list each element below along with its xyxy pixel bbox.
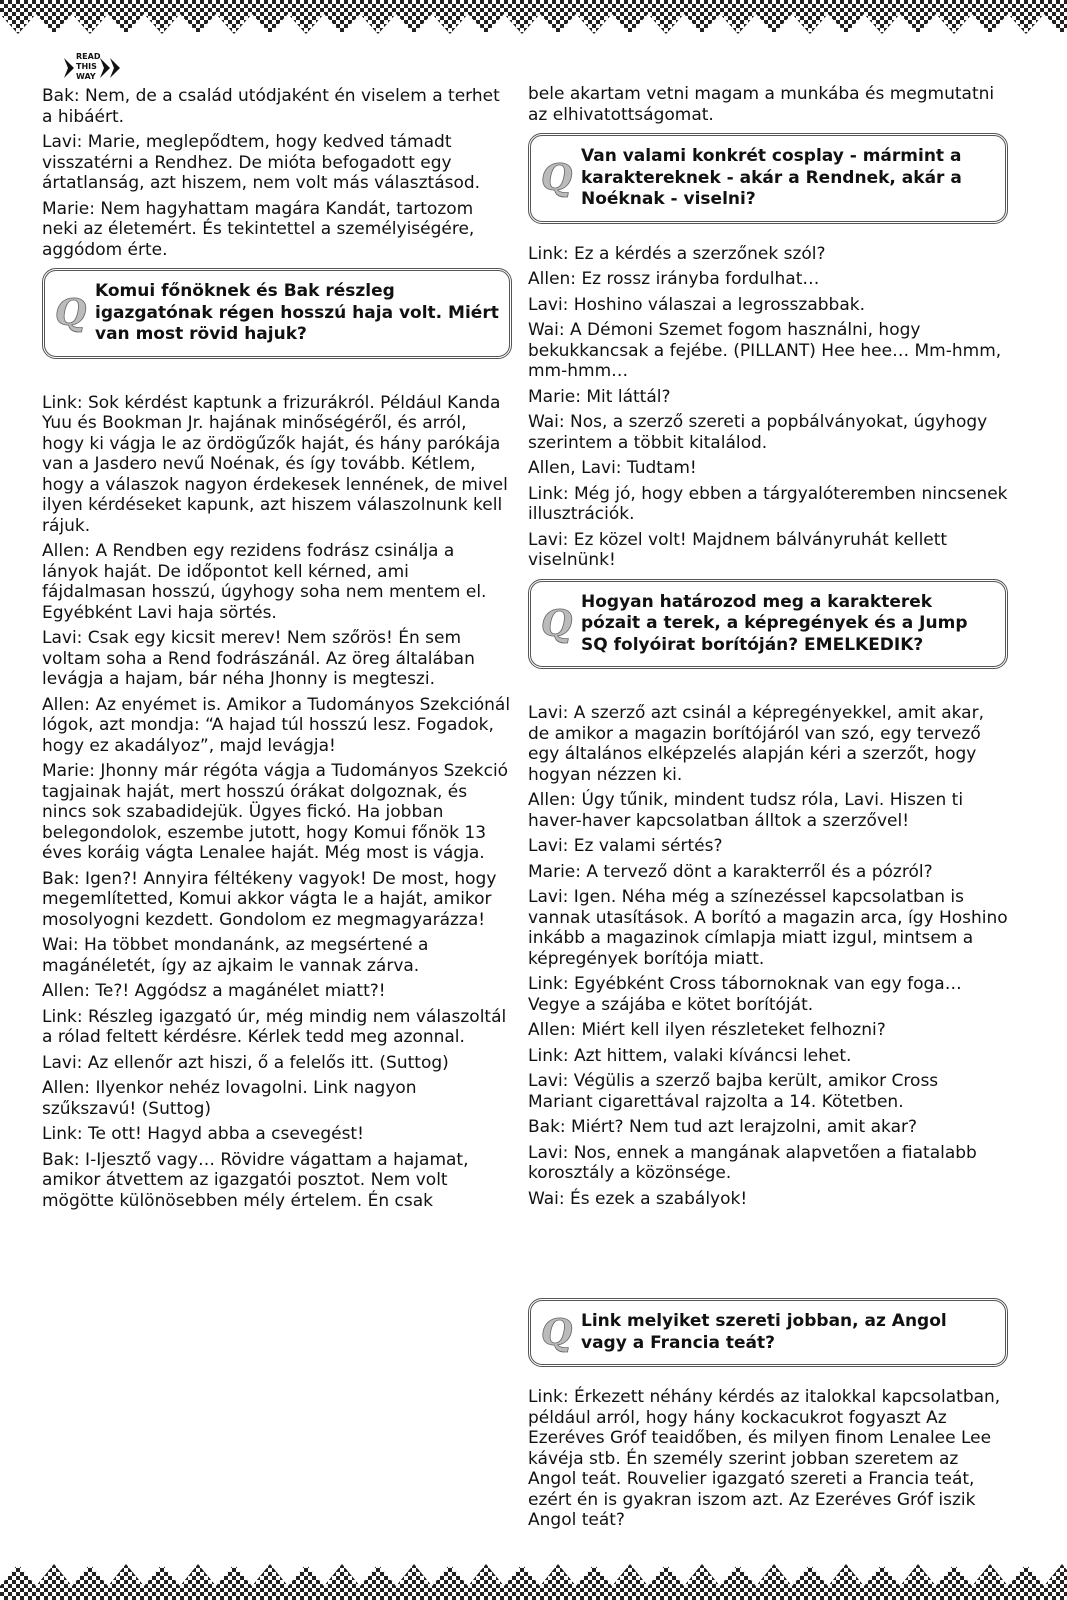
dialogue-line: Link: Sok kérdést kaptunk a frizurákról. Például Kanda Yuu és Bookman Jr. hajának minőségéről, és arról, hogy ki vágja le az ördögűzők haját, és hány parókája van a Jasdero nevű Noénak, és így tovább. Kétlem, hogy a válaszok nagyon érdekesek lennének, de mivel ilyen kérdéseket kapunk, azt hiszem válaszolnunk kell rájuk. bbox=[42, 392, 508, 536]
left-column bbox=[42, 86, 512, 1216]
dialogue-line: bele akartam vetni magam a munkába és megmutatni az elhivatottságomat. bbox=[528, 84, 995, 125]
read-this-way-logo bbox=[62, 50, 126, 86]
dialogue-line: Link: Egyébként Cross tábornoknak van egy foga… Vegye a szájába e kötet borítóját. bbox=[528, 974, 962, 1015]
question-mark-icon bbox=[539, 604, 575, 644]
logo-line-3: WAY bbox=[76, 72, 96, 81]
question-mark-icon bbox=[539, 1313, 575, 1353]
dialogue-line: Allen: Az enyémet is. Amikor a Tudományos Szekciónál lógok, azt mondja: “A hajad túl hosszú lesz. Fogadok, hogy ez akadályoz”, majd levágja! bbox=[42, 694, 511, 756]
question-text: Van valami konkrét cosplay - mármint a karaktereknek - akár a Rendnek, akár a Noéknak - viselni? bbox=[581, 146, 962, 209]
dialogue-line: Link: Még jó, hogy ebben a tárgyalóteremben nincsenek illusztrációk. bbox=[528, 483, 1008, 524]
dialogue-line: Lavi: Ez közel volt! Majdnem bálványruhát kellett viselnünk! bbox=[528, 529, 948, 570]
dialogue-line: Marie: Jhonny már régóta vágja a Tudományos Szekció tagjainak haját, mert hosszú órákat dolgoznak, és nincs sok szabadidejük. Ügyes fickó. Ha jobban belegondolok, eszembe jutott, hogy Komui főnök 13 éves koráig vágta Lenalee haját. Még most is vágja. bbox=[42, 761, 509, 863]
dialogue-line: Wai: Nos, a szerző szereti a popbálványokat, úgyhogy szerintem a többit kitalálod. bbox=[528, 412, 988, 453]
dialogue-line: Bak: Igen?! Annyira féltékeny vagyok! De most, hogy megemlítetted, Komui akkor vágta le a haját, amikor mosolyogni kezdett. Gondolom ez megmagyarázza! bbox=[42, 868, 497, 930]
dialogue-line: Allen, Lavi: Tudtam! bbox=[528, 458, 697, 478]
logo-line-2: THIS bbox=[76, 62, 97, 71]
dialogue-line: Lavi: Hoshino válaszai a legrosszabbak. bbox=[528, 294, 865, 315]
dialogue-line: Link: Ez a kérdés a szerzőnek szól? bbox=[528, 243, 826, 264]
question-mark-icon bbox=[53, 293, 89, 333]
dialogue-line: Marie: Mit láttál? bbox=[528, 386, 671, 407]
checkered-border-top bbox=[0, 0, 1067, 36]
dialogue-line: Bak: I-Ijesztő vagy… Rövidre vágattam a hajamat, amikor átvettem az igazgatói posztot. Nem volt mögötte különösebben mély értelem. Én csak bbox=[42, 1149, 469, 1211]
right-column bbox=[528, 84, 1008, 1536]
dialogue-line: Wai: Ha többet mondanánk, az megsértené a magánéletét, így az ajkaim le vannak zárva. bbox=[42, 935, 429, 976]
dialogue-line: Allen: Te?! Aggódsz a magánélet miatt?! bbox=[42, 981, 386, 1001]
svg-text:Q: Q bbox=[541, 603, 573, 644]
question-box-poses bbox=[528, 579, 1008, 670]
question-text: Hogyan határozod meg a karakterek pózait a terek, a képregények és a Jump SQ folyóirat borítóján? EMELKEDIK? bbox=[581, 591, 968, 655]
dialogue-line: Lavi: Igen. Néha még a színezéssel kapcsolatban is vannak utasítások. A borító a magazin arca, így Hoshino inkább a magazinok címlapja miatt izgul, mintsem a képregények borítója miatt. bbox=[528, 887, 1008, 969]
svg-text:Q: Q bbox=[541, 1312, 573, 1353]
dialogue-line: Lavi: Végülis a szerző bajba került, amikor Cross Mariant cigarettával rajzolta a 14. Kötetben. bbox=[528, 1071, 939, 1112]
checkered-border-bottom bbox=[0, 1560, 1067, 1600]
dialogue-line: Bak: Miért? Nem tud azt lerajzolni, amit akar? bbox=[528, 1117, 917, 1137]
dialogue-line: Allen: Ez rossz irányba fordulhat… bbox=[528, 269, 820, 289]
question-box-tea bbox=[528, 1298, 1008, 1367]
question-box-cosplay bbox=[528, 133, 1008, 224]
svg-text:Q: Q bbox=[541, 158, 573, 199]
dialogue-line: Wai: És ezek a szabályok! bbox=[528, 1188, 748, 1209]
dialogue-line: Lavi: Az ellenőr azt hiszi, ő a felelős itt. (Suttog) bbox=[42, 1052, 449, 1073]
dialogue-line: Allen: Úgy tűnik, mindent tudsz róla, Lavi. Hiszen ti haver-haver kapcsolatban álltok a szerzővel! bbox=[528, 790, 964, 831]
dialogue-line: Allen: A Rendben egy rezidens fodrász csinálja a lányok haját. De időpontot kell kérned, ami fájdalmasan hosszú, úgyhogy soha nem mentem el. Egyébként Lavi haja sörtés. bbox=[42, 541, 487, 623]
question-mark-icon bbox=[539, 158, 575, 198]
dialogue-line: Wai: A Démoni Szemet fogom használni, hogy bekukkancsak a fejébe. (PILLANT) Hee hee… Mm-hmm, mm-hmm… bbox=[528, 320, 1002, 381]
dialogue-line: Lavi: A szerző azt csinál a képregényekkel, amit akar, de amikor a magazin borítójáról van szó, egy tervező egy általános elképzelés alapján kéri a szerzőt, hogy hogyan nézzen ki. bbox=[528, 703, 984, 785]
question-text: Komui főnöknek és Bak részleg igazgatónak régen hosszú haja volt. Miért van most rövid hajuk? bbox=[95, 281, 499, 344]
dialogue-line: Link: Érkezett néhány kérdés az italokkal kapcsolatban, például arról, hogy hány kockacukrot fogyaszt Az Ezeréves Gróf teaidőben, és milyen finom Lenalee Lee kávéja stb. Én személy szerint jobban szeretem az Angol teát. Rouvelier igazgató szereti a Francia teát, ezért én is gyakran iszom azt. Az Ezeréves Gróf iszik Angol teát? bbox=[528, 1387, 1001, 1530]
dialogue-line: Allen: Miért kell ilyen részleteket felhozni? bbox=[528, 1020, 886, 1040]
dialogue-line: Lavi: Ez valami sértés? bbox=[528, 836, 723, 856]
dialogue-line: Link: Te ott! Hagyd abba a csevegést! bbox=[42, 1124, 364, 1144]
logo-line-1: READ bbox=[76, 52, 101, 61]
dialogue-line: Bak: Nem, de a család utódjaként én viselem a terhet a hibáért. bbox=[42, 86, 500, 127]
question-box-hair bbox=[42, 268, 512, 359]
dialogue-line: Lavi: Marie, meglepődtem, hogy kedved támadt visszatérni a Rendhez. De mióta befogadott egy ártatlanság, azt hiszem, nem volt más választásod. bbox=[42, 132, 481, 193]
dialogue-line: Lavi: Csak egy kicsit merev! Nem szőrös! Én sem voltam soha a Rend fodrászánál. Az öreg általában levágja a hajam, bár néha Jhonny is megteszi. bbox=[42, 628, 475, 689]
dialogue-line: Allen: Ilyenkor nehéz lovagolni. Link nagyon szűkszavú! (Suttog) bbox=[42, 1078, 417, 1119]
question-text: Link melyiket szereti jobban, az Angol vagy a Francia teát? bbox=[581, 1311, 947, 1353]
dialogue-line: Marie: Nem hagyhattam magára Kandát, tartozom neki az életemért. És tekintettel a személyiségére, aggódom érte. bbox=[42, 198, 475, 260]
svg-text:Q: Q bbox=[55, 293, 87, 334]
dialogue-line: Link: Részleg igazgató úr, még mindig nem válaszoltál a rólad feltett kérdésre. Kérlek tedd meg azonnal. bbox=[42, 1006, 507, 1047]
dialogue-line: Link: Azt hittem, valaki kíváncsi lehet. bbox=[528, 1045, 852, 1066]
dialogue-line: Lavi: Nos, ennek a mangának alapvetően a fiatalabb korosztály a közönsége. bbox=[528, 1142, 977, 1183]
dialogue-line: Marie: A tervező dönt a karakterről és a pózról? bbox=[528, 861, 933, 882]
